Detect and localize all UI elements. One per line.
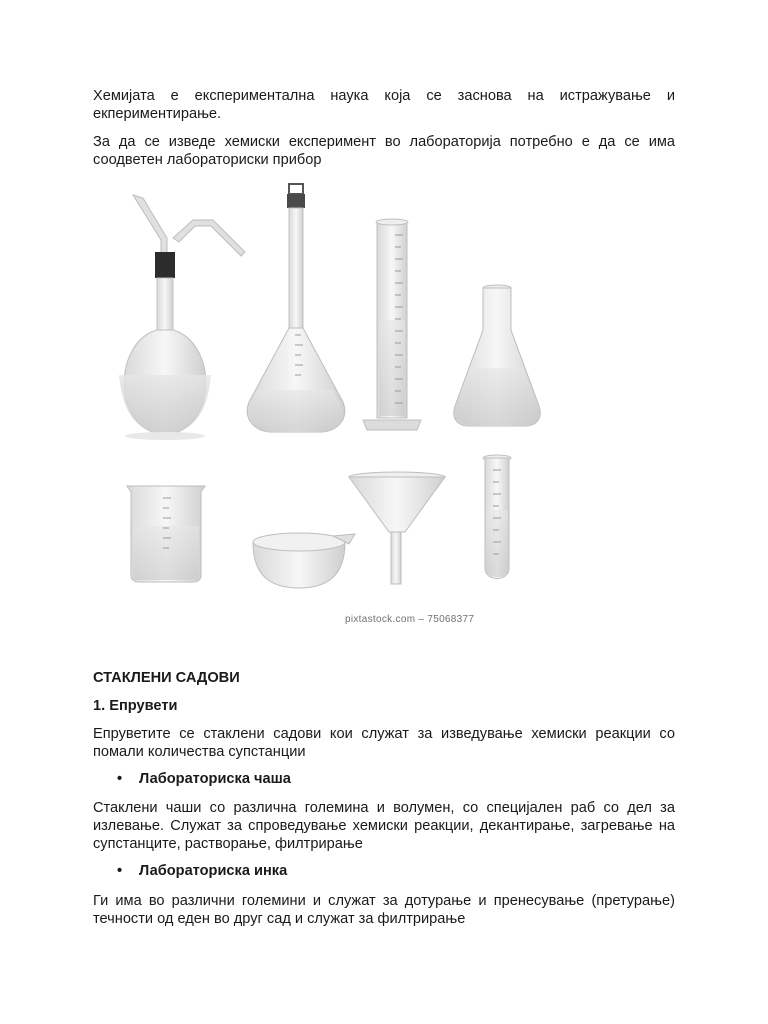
beaker-paragraph: Стаклени чаши со различна големина и волумен, со специјален раб со дел за излевање. Служат за спроведување хемиски реакции, декантирање, загревање на супстанците, растворање, филтрирање xyxy=(93,800,675,852)
section-heading: СТАКЛЕНИ САДОВИ xyxy=(93,670,240,686)
glassware-figure xyxy=(93,180,553,630)
bullet-dot: • xyxy=(117,863,123,879)
wash-bottle-icon xyxy=(119,195,245,440)
laboratory-glassware-icon xyxy=(93,180,553,630)
image-watermark: pixtastock.com – 75068377 xyxy=(345,614,475,625)
item-heading-test-tubes: 1. Епрувети xyxy=(93,698,178,714)
intro-paragraph-1: Хемијата е експериментална наука која се заснова на истражување и екпериментирање. xyxy=(93,88,675,122)
graduated-cylinder-icon xyxy=(363,219,421,430)
volumetric-flask-icon xyxy=(247,184,345,432)
bullet-title: Лабораториска чаша xyxy=(139,771,291,787)
beaker-icon xyxy=(127,486,205,582)
bullet-dot: • xyxy=(117,771,123,787)
bullet-heading-beaker xyxy=(117,771,291,787)
test-tubes-paragraph: Епруветите се стаклени садови кои служат за изведување хемиски реакции со помали количества супстанции xyxy=(93,726,675,760)
intro-paragraph-2: За да се изведе хемиски експеримент во лабораторија потребно е да се има соодветен лабораториски прибор xyxy=(93,134,675,168)
funnel-paragraph: Ги има во различни големини и служат за дотурање и пренесување (претурање) течности од еден во друг сад и служат за филтрирање xyxy=(93,893,675,927)
evaporating-dish-icon xyxy=(253,533,355,588)
bullet-title: Лабораториска инка xyxy=(139,863,288,879)
test-tube-icon xyxy=(483,455,511,579)
funnel-icon xyxy=(349,472,445,584)
erlenmeyer-flask-icon xyxy=(454,285,540,426)
bullet-heading-funnel xyxy=(117,863,287,879)
